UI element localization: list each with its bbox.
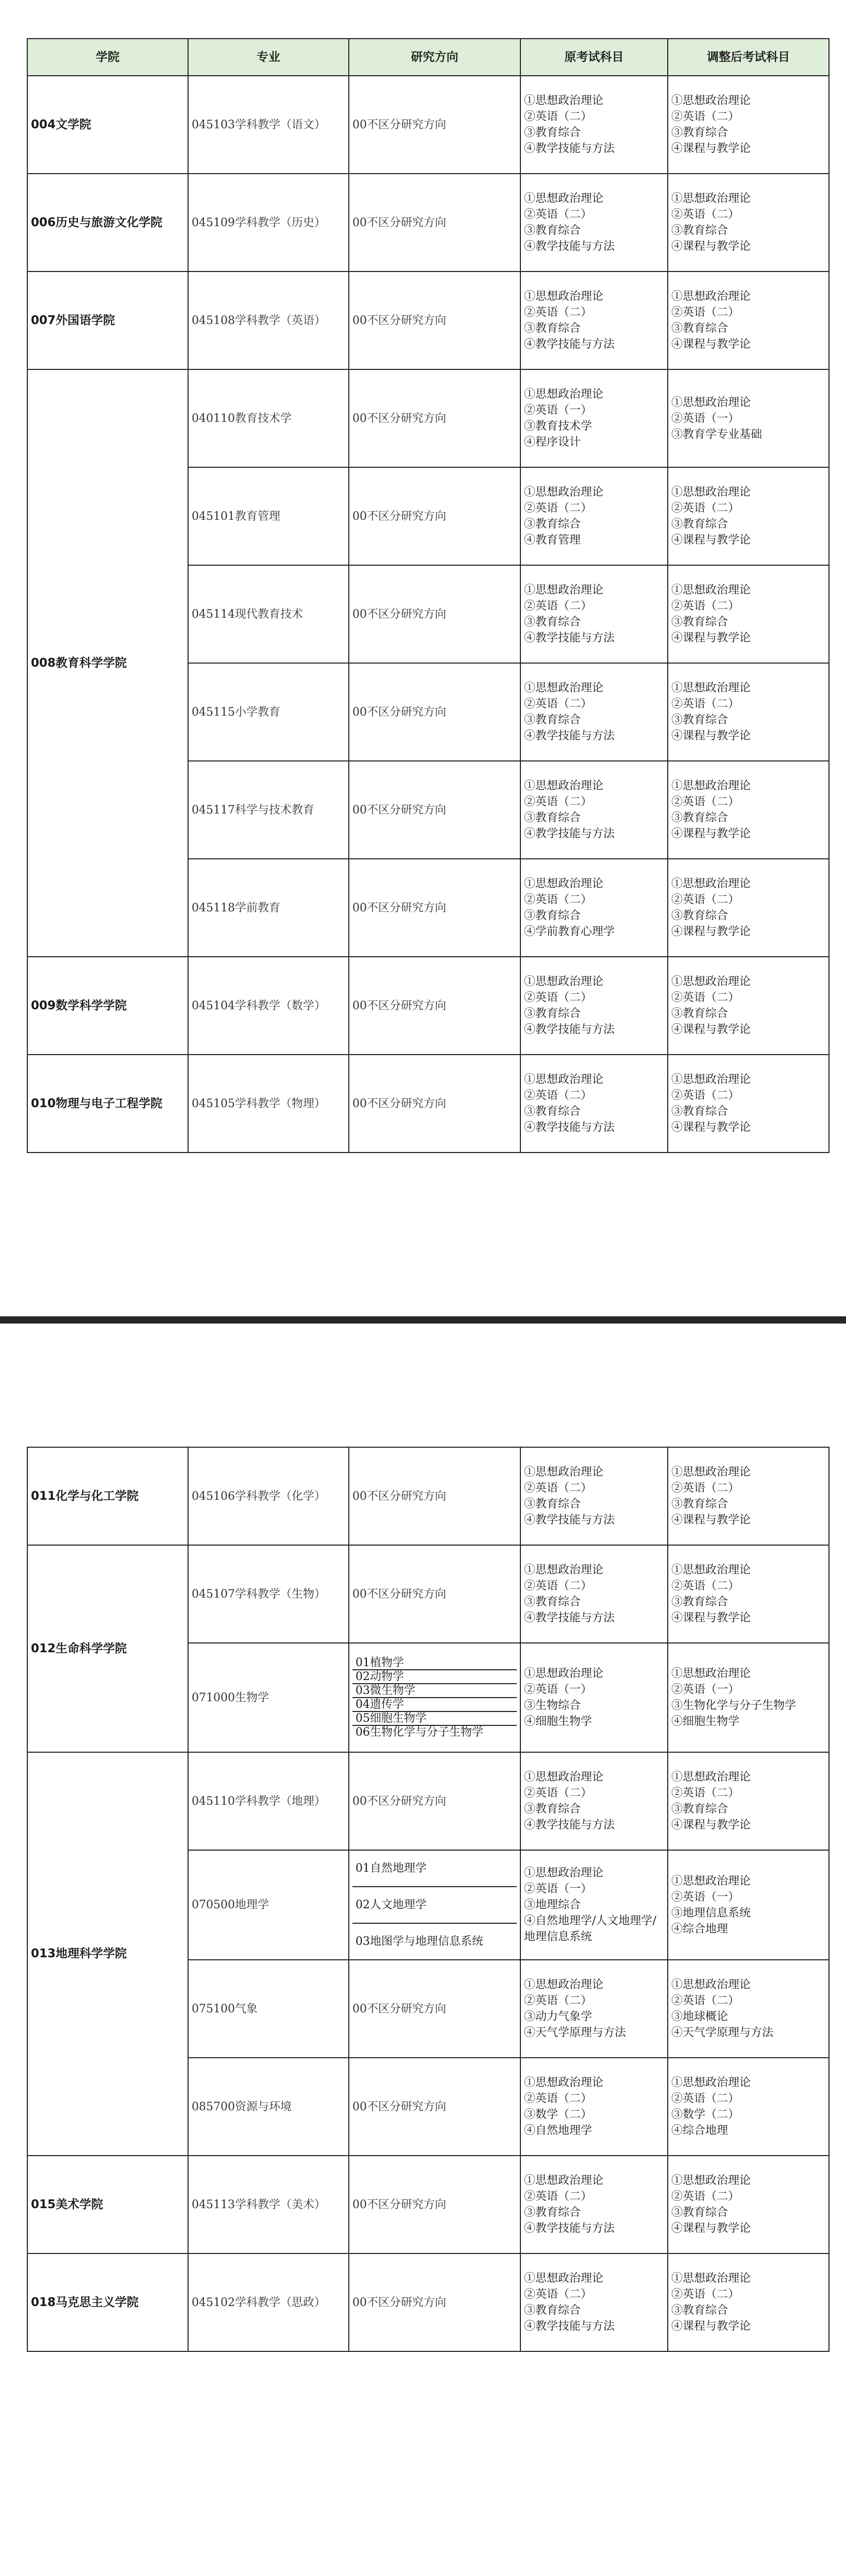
adjusted-subjects-cell bbox=[668, 272, 829, 369]
subject-line: ②英语（二） bbox=[671, 698, 740, 710]
original-subjects-cell bbox=[520, 174, 668, 272]
major-cell: 085700资源与环境 bbox=[188, 2058, 349, 2156]
original-subjects-cell bbox=[520, 1055, 668, 1153]
subject-line: ④综合地理 bbox=[671, 2124, 729, 2137]
major-cell: 045108学科教学（英语） bbox=[188, 272, 349, 369]
original-subjects-cell bbox=[520, 2156, 668, 2253]
major-cell: 045103学科教学（语文） bbox=[188, 76, 349, 174]
adjusted-subjects-cell bbox=[668, 565, 829, 663]
subject-line: ③教育综合 bbox=[671, 1596, 729, 1608]
major-cell: 045117科学与技术教育 bbox=[188, 761, 349, 859]
subject-line: ②英语（二） bbox=[524, 795, 593, 808]
subject-line: ②英语（二） bbox=[671, 1787, 740, 1800]
subject-line: ④课程与教学论 bbox=[671, 2320, 751, 2333]
subject-line: ④课程与教学论 bbox=[671, 632, 751, 645]
subject-line: ③教育综合 bbox=[671, 518, 729, 531]
subject-line: ④学前教育心理学 bbox=[524, 925, 615, 938]
direction-cell: 00不区分研究方向 bbox=[349, 859, 520, 957]
subject-line: ①思想政治理论 bbox=[671, 1073, 751, 1086]
subject-line: ④细胞生物学 bbox=[671, 1715, 740, 1728]
direction-item: 05细胞生物学 bbox=[352, 1712, 517, 1726]
adjusted-subjects-cell bbox=[668, 859, 829, 957]
subject-line: ③教育综合 bbox=[524, 714, 581, 726]
subject-line: ③教育综合 bbox=[524, 224, 581, 237]
college-cell: 008教育科学学院 bbox=[27, 369, 188, 957]
subject-line: ②英语（二） bbox=[524, 1994, 593, 2007]
subject-line: ②英语（二） bbox=[671, 795, 740, 808]
subject-line: ①思想政治理论 bbox=[524, 2076, 604, 2089]
subject-line: ③教育综合 bbox=[671, 322, 729, 335]
subject-line: ③教育综合 bbox=[524, 322, 581, 335]
direction-cell: 00不区分研究方向 bbox=[349, 957, 520, 1055]
table-row bbox=[27, 2156, 829, 2253]
subject-line: ③教育综合 bbox=[671, 1498, 729, 1511]
adjusted-subjects-cell bbox=[668, 1643, 829, 1752]
subject-line: ②英语（二） bbox=[671, 502, 740, 515]
direction-cell: 00不区分研究方向 bbox=[349, 174, 520, 272]
adjusted-subjects-cell bbox=[668, 2156, 829, 2253]
direction-item: 04遗传学 bbox=[352, 1698, 517, 1712]
subject-line: ①思想政治理论 bbox=[524, 1466, 604, 1479]
college-cell: 013地理科学学院 bbox=[27, 1752, 188, 2156]
subject-line: ①思想政治理论 bbox=[524, 1771, 604, 1784]
subject-line: ②英语（二） bbox=[524, 1482, 593, 1495]
exam-subjects-table-page2 bbox=[27, 1447, 830, 2352]
header-original-subjects: 原考试科目 bbox=[520, 39, 668, 76]
subject-line: ③教育综合 bbox=[524, 811, 581, 824]
subject-line: ③教育综合 bbox=[524, 2304, 581, 2317]
exam-subjects-table-page1 bbox=[27, 38, 830, 1153]
adjusted-subjects-cell bbox=[668, 2058, 829, 2156]
subject-line: ①思想政治理论 bbox=[524, 877, 604, 890]
college-cell: 012生命科学学院 bbox=[27, 1545, 188, 1752]
subject-line: ②英语（二） bbox=[671, 1089, 740, 1102]
college-cell: 015美术学院 bbox=[27, 2156, 188, 2253]
original-subjects-cell bbox=[520, 1752, 668, 1850]
direction-item: 02动物学 bbox=[352, 1670, 517, 1684]
major-cell: 045107学科教学（生物） bbox=[188, 1545, 349, 1643]
subject-line: ③地理综合 bbox=[524, 1899, 581, 1911]
subject-line: ④课程与教学论 bbox=[671, 1121, 751, 1134]
direction-item: 06生物化学与分子生物学 bbox=[356, 1726, 483, 1739]
original-subjects-cell bbox=[520, 2058, 668, 2156]
subject-line: ③教育综合 bbox=[524, 1498, 581, 1511]
direction-item: 03微生物学 bbox=[352, 1684, 517, 1698]
adjusted-subjects-cell bbox=[668, 1850, 829, 1960]
subject-line: ②英语（二） bbox=[524, 2092, 593, 2105]
subject-line: ③教育综合 bbox=[524, 518, 581, 531]
direction-cell: 00不区分研究方向 bbox=[349, 2156, 520, 2253]
original-subjects-cell bbox=[520, 2253, 668, 2351]
direction-list-cell bbox=[349, 1643, 520, 1752]
subject-line: ④教学技能与方法 bbox=[524, 142, 615, 155]
subject-line: ④教学技能与方法 bbox=[524, 1023, 615, 1036]
subject-line: ④教育管理 bbox=[524, 534, 581, 547]
subject-line: ③教育综合 bbox=[671, 714, 729, 726]
subject-line: ④教学技能与方法 bbox=[524, 632, 615, 645]
subject-line: ④课程与教学论 bbox=[671, 1023, 751, 1036]
subject-line: ②英语（二） bbox=[524, 1089, 593, 1102]
subject-line: ②英语（二） bbox=[524, 502, 593, 515]
subject-line: ①思想政治理论 bbox=[524, 2174, 604, 2187]
subject-line: ③教育综合 bbox=[524, 1007, 581, 1020]
subject-line: ②英语（二） bbox=[524, 600, 593, 613]
subject-line: ③地球概论 bbox=[671, 2010, 729, 2023]
major-cell: 045113学科教学（美术） bbox=[188, 2156, 349, 2253]
subject-line: ③教育综合 bbox=[524, 126, 581, 139]
subject-line: ③教育综合 bbox=[671, 616, 729, 629]
subject-line: ①思想政治理论 bbox=[671, 396, 751, 409]
adjusted-subjects-cell bbox=[668, 2253, 829, 2351]
subject-line: ①思想政治理论 bbox=[524, 584, 604, 597]
college-cell: 018马克思主义学院 bbox=[27, 2253, 188, 2351]
subject-line: ④教学技能与方法 bbox=[524, 827, 615, 840]
subject-line: ④综合地理 bbox=[671, 1922, 729, 1936]
subject-line: ②英语（二） bbox=[524, 698, 593, 710]
subject-line: ④课程与教学论 bbox=[671, 1612, 751, 1624]
direction-cell: 00不区分研究方向 bbox=[349, 76, 520, 174]
subject-line: ③教育技术学 bbox=[524, 420, 593, 433]
subject-line: ④课程与教学论 bbox=[671, 1819, 751, 1832]
subject-line: ①思想政治理论 bbox=[524, 1073, 604, 1086]
major-cell: 045109学科教学（历史） bbox=[188, 174, 349, 272]
subject-line: ②英语（二） bbox=[671, 2190, 740, 2203]
subject-line: ④教学技能与方法 bbox=[524, 2222, 615, 2235]
original-subjects-cell bbox=[520, 1545, 668, 1643]
subject-line: ④教学技能与方法 bbox=[524, 1819, 615, 1832]
subject-line: ④天气学原理与方法 bbox=[524, 2026, 627, 2039]
subject-line: ②英语（二） bbox=[671, 2092, 740, 2105]
major-cell: 070500地理学 bbox=[188, 1850, 349, 1960]
table-row bbox=[27, 272, 829, 369]
subject-line: ①思想政治理论 bbox=[671, 1466, 751, 1479]
header-direction: 研究方向 bbox=[349, 39, 520, 76]
college-cell: 009数学科学学院 bbox=[27, 957, 188, 1055]
subject-line: ①思想政治理论 bbox=[524, 486, 604, 499]
subject-line: ④课程与教学论 bbox=[671, 240, 751, 253]
adjusted-subjects-cell bbox=[668, 76, 829, 174]
college-cell: 004文学院 bbox=[27, 76, 188, 174]
adjusted-subjects-cell bbox=[668, 663, 829, 761]
subject-line: ④课程与教学论 bbox=[671, 534, 751, 547]
subject-line: ③教育综合 bbox=[671, 224, 729, 237]
subject-line: ①思想政治理论 bbox=[524, 192, 604, 205]
subject-line: ④课程与教学论 bbox=[671, 142, 751, 155]
subject-line: ②英语（二） bbox=[524, 991, 593, 1004]
subject-line: ②英语（二） bbox=[671, 991, 740, 1004]
subject-line: ④教学技能与方法 bbox=[524, 1612, 615, 1624]
subject-line: ③教育综合 bbox=[671, 126, 729, 139]
subject-line: ①思想政治理论 bbox=[524, 290, 604, 303]
direction-cell: 00不区分研究方向 bbox=[349, 1545, 520, 1643]
subject-line: ③数学（二） bbox=[524, 2108, 593, 2121]
subject-line: ①思想政治理论 bbox=[524, 682, 604, 694]
subject-line: ①思想政治理论 bbox=[671, 486, 751, 499]
subject-line: ①思想政治理论 bbox=[671, 779, 751, 792]
subject-line: ④教学技能与方法 bbox=[524, 2320, 615, 2333]
page-divider bbox=[0, 1316, 846, 1324]
direction-cell: 00不区分研究方向 bbox=[349, 272, 520, 369]
college-cell: 007外国语学院 bbox=[27, 272, 188, 369]
subject-line: ①思想政治理论 bbox=[524, 975, 604, 988]
subject-line: ③教育学专业基础 bbox=[671, 428, 763, 441]
subject-line: ②英语（一） bbox=[524, 404, 593, 417]
table-row bbox=[27, 2253, 829, 2351]
subject-line: ④自然地理学/人文地理学/地理信息系统 bbox=[524, 1914, 656, 1943]
college-cell: 006历史与旅游文化学院 bbox=[27, 174, 188, 272]
original-subjects-cell bbox=[520, 859, 668, 957]
adjusted-subjects-cell bbox=[668, 1545, 829, 1643]
subject-line: ①思想政治理论 bbox=[524, 779, 604, 792]
direction-cell: 00不区分研究方向 bbox=[349, 663, 520, 761]
direction-cell: 00不区分研究方向 bbox=[349, 761, 520, 859]
subject-line: ③动力气象学 bbox=[524, 2010, 593, 2023]
subject-line: ④天气学原理与方法 bbox=[671, 2026, 774, 2039]
direction-item: 03地图学与地理信息系统 bbox=[356, 1935, 483, 1948]
subject-line: ④课程与教学论 bbox=[671, 827, 751, 840]
subject-line: ①思想政治理论 bbox=[671, 682, 751, 694]
direction-cell: 00不区分研究方向 bbox=[349, 467, 520, 565]
adjusted-subjects-cell bbox=[668, 761, 829, 859]
subject-line: ③地理信息系统 bbox=[671, 1906, 751, 1920]
subject-line: ③教育综合 bbox=[524, 1803, 581, 1816]
header-college: 学院 bbox=[27, 39, 188, 76]
direction-list-cell bbox=[349, 1850, 520, 1960]
original-subjects-cell bbox=[520, 76, 668, 174]
subject-line: ③生物综合 bbox=[524, 1699, 581, 1712]
subject-line: ①思想政治理论 bbox=[671, 2076, 751, 2089]
subject-line: ①思想政治理论 bbox=[671, 1771, 751, 1784]
subject-line: ①思想政治理论 bbox=[671, 975, 751, 988]
subject-line: ①思想政治理论 bbox=[524, 1564, 604, 1577]
major-cell: 075100气象 bbox=[188, 1960, 349, 2058]
original-subjects-cell bbox=[520, 272, 668, 369]
subject-line: ④自然地理学 bbox=[524, 2124, 593, 2137]
subject-line: ①思想政治理论 bbox=[671, 1874, 751, 1888]
subject-line: ③教育综合 bbox=[671, 1803, 729, 1816]
subject-line: ①思想政治理论 bbox=[524, 1867, 604, 1879]
subject-line: ①思想政治理论 bbox=[671, 1564, 751, 1577]
subject-line: ④教学技能与方法 bbox=[524, 338, 615, 351]
subject-line: ④教学技能与方法 bbox=[524, 1121, 615, 1134]
subject-line: ①思想政治理论 bbox=[671, 584, 751, 597]
subject-line: ③教育综合 bbox=[524, 1596, 581, 1608]
table-row bbox=[27, 76, 829, 174]
original-subjects-cell bbox=[520, 957, 668, 1055]
original-subjects-cell bbox=[520, 565, 668, 663]
subject-line: ①思想政治理论 bbox=[671, 2272, 751, 2285]
subject-line: ②英语（二） bbox=[524, 208, 593, 221]
subject-line: ④课程与教学论 bbox=[671, 338, 751, 351]
subject-line: ②英语（二） bbox=[671, 208, 740, 221]
subject-line: ①思想政治理论 bbox=[524, 94, 604, 107]
subject-line: ④教学技能与方法 bbox=[524, 240, 615, 253]
major-cell: 071000生物学 bbox=[188, 1643, 349, 1752]
subject-line: ③教育综合 bbox=[524, 909, 581, 922]
subject-line: ③教育综合 bbox=[524, 2206, 581, 2219]
subject-line: ④课程与教学论 bbox=[671, 2222, 751, 2235]
subject-line: ②英语（一） bbox=[671, 1683, 740, 1696]
direction-item: 02人文地理学 bbox=[352, 1887, 517, 1924]
subject-line: ②英语（二） bbox=[671, 600, 740, 613]
subject-line: ④教学技能与方法 bbox=[524, 1514, 615, 1527]
table-row bbox=[27, 1752, 829, 1850]
college-cell: 011化学与化工学院 bbox=[27, 1447, 188, 1545]
major-cell: 045105学科教学（物理） bbox=[188, 1055, 349, 1153]
subject-line: ③教育综合 bbox=[671, 1007, 729, 1020]
subject-line: ③教育综合 bbox=[671, 909, 729, 922]
direction-cell: 00不区分研究方向 bbox=[349, 1960, 520, 2058]
adjusted-subjects-cell bbox=[668, 1447, 829, 1545]
direction-item: 01植物学 bbox=[352, 1656, 517, 1670]
subject-line: ③教育综合 bbox=[671, 1105, 729, 1118]
original-subjects-cell bbox=[520, 761, 668, 859]
subject-line: ④课程与教学论 bbox=[671, 925, 751, 938]
subject-line: ②英语（二） bbox=[671, 306, 740, 319]
subject-line: ②英语（二） bbox=[671, 1482, 740, 1495]
table-row bbox=[27, 1447, 829, 1545]
table-row bbox=[27, 1055, 829, 1153]
major-cell: 045118学前教育 bbox=[188, 859, 349, 957]
original-subjects-cell bbox=[520, 369, 668, 467]
subject-line: ①思想政治理论 bbox=[671, 1667, 751, 1680]
direction-cell: 00不区分研究方向 bbox=[349, 2253, 520, 2351]
major-cell: 045102学科教学（思政） bbox=[188, 2253, 349, 2351]
subject-line: ①思想政治理论 bbox=[671, 1978, 751, 1991]
subject-line: ②英语（二） bbox=[671, 1994, 740, 2007]
subject-line: ④课程与教学论 bbox=[671, 730, 751, 742]
subject-line: ②英语（二） bbox=[671, 893, 740, 906]
table-row bbox=[27, 174, 829, 272]
subject-line: ②英语（二） bbox=[524, 1787, 593, 1800]
subject-line: ④细胞生物学 bbox=[524, 1715, 593, 1728]
header-adjusted-subjects: 调整后考试科目 bbox=[668, 39, 829, 76]
table-row bbox=[27, 369, 829, 467]
subject-line: ②英语（二） bbox=[524, 2190, 593, 2203]
subject-line: ①思想政治理论 bbox=[671, 192, 751, 205]
subject-line: ④程序设计 bbox=[524, 436, 581, 449]
subject-line: ④教学技能与方法 bbox=[524, 730, 615, 742]
subject-line: ②英语（二） bbox=[671, 1580, 740, 1592]
header-major: 专业 bbox=[188, 39, 349, 76]
subject-line: ④课程与教学论 bbox=[671, 1514, 751, 1527]
adjusted-subjects-cell bbox=[668, 1752, 829, 1850]
header-row bbox=[27, 39, 829, 76]
adjusted-subjects-cell bbox=[668, 174, 829, 272]
adjusted-subjects-cell bbox=[668, 369, 829, 467]
direction-cell: 00不区分研究方向 bbox=[349, 1447, 520, 1545]
direction-cell: 00不区分研究方向 bbox=[349, 369, 520, 467]
direction-cell: 00不区分研究方向 bbox=[349, 1055, 520, 1153]
original-subjects-cell bbox=[520, 467, 668, 565]
subject-line: ②英语（二） bbox=[524, 1580, 593, 1592]
subject-line: ③教育综合 bbox=[671, 2206, 729, 2219]
table-row bbox=[27, 957, 829, 1055]
subject-line: ①思想政治理论 bbox=[524, 2272, 604, 2285]
subject-line: ②英语（二） bbox=[524, 306, 593, 319]
subject-line: ②英语（一） bbox=[524, 1683, 593, 1696]
subject-line: ③数学（二） bbox=[671, 2108, 740, 2121]
subject-line: ③教育综合 bbox=[524, 616, 581, 629]
subject-line: ②英语（二） bbox=[524, 110, 593, 123]
original-subjects-cell bbox=[520, 1850, 668, 1960]
major-cell: 045110学科教学（地理） bbox=[188, 1752, 349, 1850]
original-subjects-cell bbox=[520, 1960, 668, 2058]
adjusted-subjects-cell bbox=[668, 1960, 829, 2058]
subject-line: ②英语（二） bbox=[524, 893, 593, 906]
direction-cell: 00不区分研究方向 bbox=[349, 2058, 520, 2156]
subject-line: ①思想政治理论 bbox=[524, 1667, 604, 1680]
direction-cell: 00不区分研究方向 bbox=[349, 565, 520, 663]
subject-line: ③生物化学与分子生物学 bbox=[671, 1699, 797, 1712]
original-subjects-cell bbox=[520, 1643, 668, 1752]
college-cell: 010物理与电子工程学院 bbox=[27, 1055, 188, 1153]
subject-line: ①思想政治理论 bbox=[671, 2174, 751, 2187]
original-subjects-cell bbox=[520, 663, 668, 761]
adjusted-subjects-cell bbox=[668, 1055, 829, 1153]
subject-line: ③教育综合 bbox=[524, 1105, 581, 1118]
direction-cell: 00不区分研究方向 bbox=[349, 1752, 520, 1850]
table-row bbox=[27, 1545, 829, 1643]
major-cell: 045114现代教育技术 bbox=[188, 565, 349, 663]
major-cell: 045106学科教学（化学） bbox=[188, 1447, 349, 1545]
subject-line: ①思想政治理论 bbox=[671, 290, 751, 303]
direction-item: 01自然地理学 bbox=[352, 1851, 517, 1887]
subject-line: ②英语（一） bbox=[524, 1883, 593, 1895]
adjusted-subjects-cell bbox=[668, 957, 829, 1055]
original-subjects-cell bbox=[520, 1447, 668, 1545]
subject-line: ②英语（二） bbox=[671, 110, 740, 123]
major-cell: 040110教育技术学 bbox=[188, 369, 349, 467]
subject-line: ③教育综合 bbox=[671, 811, 729, 824]
subject-line: ①思想政治理论 bbox=[524, 1978, 604, 1991]
subject-line: ①思想政治理论 bbox=[671, 94, 751, 107]
major-cell: 045104学科教学（数学） bbox=[188, 957, 349, 1055]
subject-line: ③教育综合 bbox=[671, 2304, 729, 2317]
subject-line: ②英语（一） bbox=[671, 412, 740, 425]
subject-line: ②英语（二） bbox=[524, 2288, 593, 2301]
major-cell: 045115小学教育 bbox=[188, 663, 349, 761]
subject-line: ②英语（二） bbox=[671, 2288, 740, 2301]
adjusted-subjects-cell bbox=[668, 467, 829, 565]
subject-line: ②英语（一） bbox=[671, 1890, 740, 1904]
major-cell: 045101教育管理 bbox=[188, 467, 349, 565]
subject-line: ①思想政治理论 bbox=[671, 877, 751, 890]
subject-line: ①思想政治理论 bbox=[524, 388, 604, 401]
